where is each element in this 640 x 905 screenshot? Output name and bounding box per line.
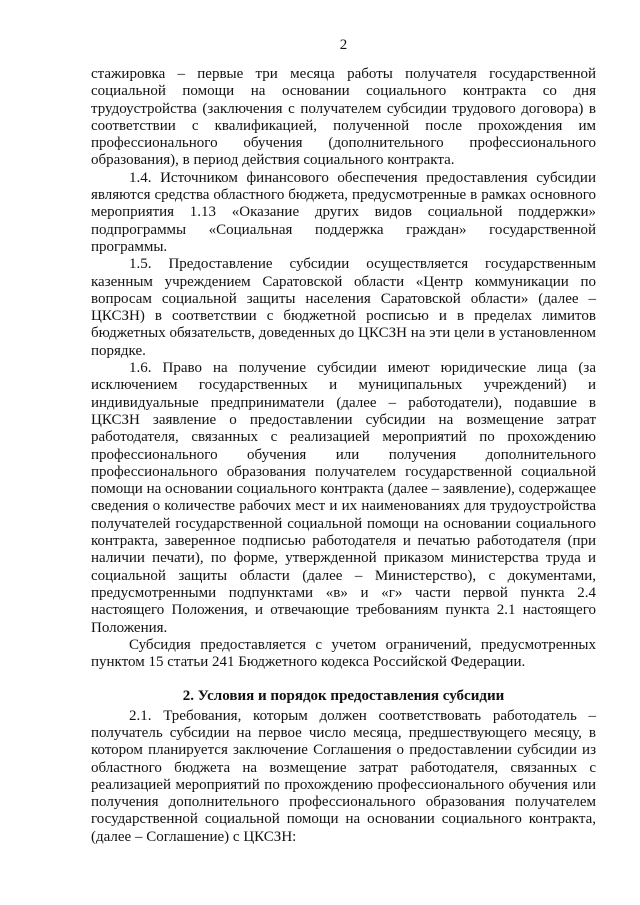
paragraph-2-1: 2.1. Требования, которым должен соответствовать работодатель – получатель субсидии на первое число месяца, предшествующего месяцу, в котором планируется заключение Соглашения о предоставлении субсидии из областного бюджета на возмещение затрат работодателя, связанных с реализацией мероприятий по прохождению профессионального обучения или получения дополнительного профессионального образования получателем государственной социальной помощи на основании социального контракта, (далее – Соглашение) с ЦКСЗН: [91, 707, 596, 845]
paragraph-1-5: 1.5. Предоставление субсидии осуществляется государственным казенным учреждением Саратовской области «Центр коммуникации по вопросам социальной защиты населения Саратовской области» (далее – ЦКСЗН) в соответствии с бюджетной росписью и в пределах лимитов бюджетных обязательств, доведенных до ЦКСЗН на эти цели в установленном порядке. [91, 256, 596, 359]
paragraph-1-6: 1.6. Право на получение субсидии имеют юридические лица (за исключением государственных и муниципальных учреждений) и индивидуальные предприниматели (далее – работодатели), подавшие в ЦКСЗН заявление о предоставлении субсидии на возмещение затрат работодателя, связанных с реализацией мероприятий по прохождению профессионального обучения или получения дополнительного профессионального образования получателем государственной социальной помощи на основании социального контракта (далее – заявление), содержащее сведения о количестве рабочих мест и их наименованиях для трудоустройства получателей государственной социальной помощи на основании социального контракта, заверенное подписью работодателя и печатью работодателя (при наличии печати), по форме, утвержденной приказом министерства труда и социальной защиты области (далее – Министерство), с документами, предусмотренными подпунктами «в» и «г» части первой пункта 2.4 настоящего Положения, и отвечающие требованиям пункта 2.1 настоящего Положения. [91, 360, 596, 636]
paragraph-internship-definition: стажировка – первые три месяца работы получателя государственной социальной помощи на основании социального контракта со дня трудоустройства (заключения с получателем субсидии трудового договора) в соответствии с квалификацией, полученной после прохождения им профессионального обучения (дополнительного профессионального образования), в период действия социального контракта. [91, 66, 596, 169]
paragraph-1-4: 1.4. Источником финансового обеспечения предоставления субсидии являются средства областного бюджета, предусмотренные в рамках основного мероприятия 1.13 «Оказание других видов социальной поддержки» подпрограммы «Социальная поддержка граждан» государственной программы. [91, 169, 596, 255]
page-number: 2 [339, 37, 348, 53]
section-title: 2. Условия и порядок предоставления субсидии [182, 688, 505, 705]
document-page [91, 36, 596, 846]
paragraph-subsidy-restrictions: Субсидия предоставляется с учетом ограничений, предусмотренных пунктом 15 статьи 241 Бюджетного кодекса Российской Федерации. [91, 636, 596, 671]
